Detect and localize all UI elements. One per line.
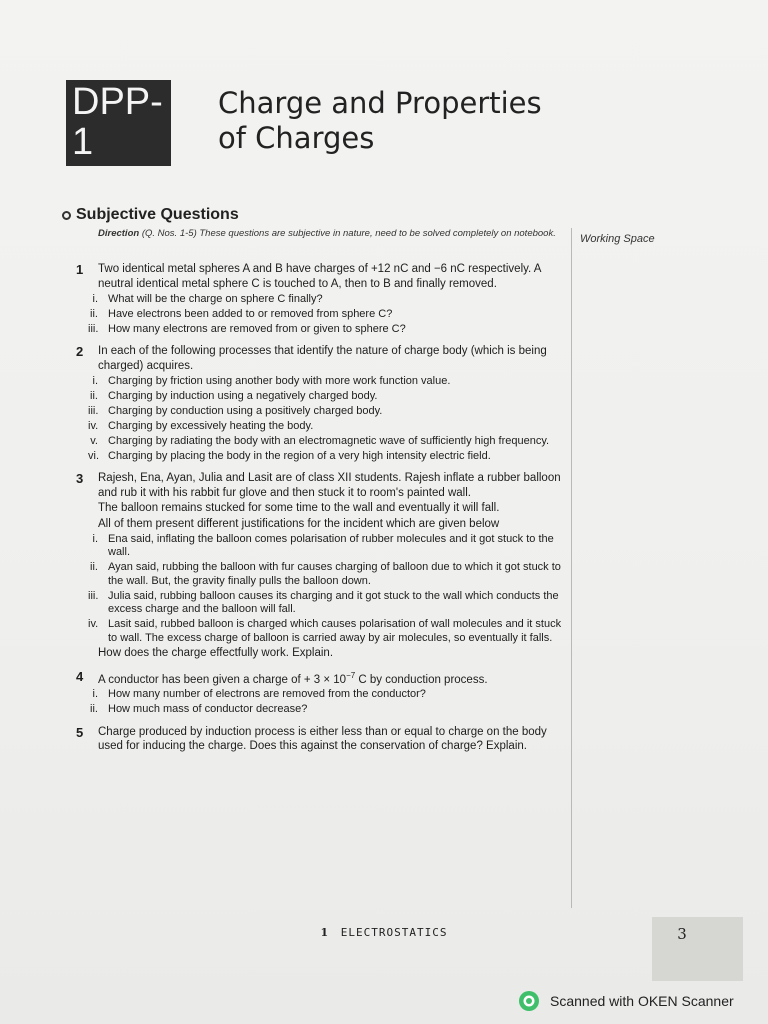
- sub-question-number: i.: [92, 374, 98, 387]
- question-closing: How does the charge effectfully work. Explain.: [98, 647, 334, 659]
- sub-question: [88, 449, 564, 464]
- question-4: [74, 669, 564, 717]
- dpp-badge: DPP-1: [66, 80, 171, 166]
- question-list: [74, 262, 564, 762]
- sub-question: [92, 532, 564, 560]
- chapter-name: ELECTROSTATICS: [340, 926, 448, 939]
- question-text: In each of the following processes that identify the nature of charge body (which is being charged) acquires.: [98, 345, 547, 372]
- sub-question: [92, 374, 564, 389]
- page-title: [218, 86, 618, 156]
- scanner-watermark-text: Scanned with OKEN Scanner: [550, 993, 734, 1009]
- working-space-label: Working Space: [580, 233, 655, 245]
- title-line-1: Charge and Properties: [218, 86, 542, 120]
- sub-question-number: iv.: [88, 419, 99, 432]
- sub-question-number: i.: [92, 688, 98, 701]
- sub-question: [88, 618, 564, 645]
- sub-question-number: i.: [92, 292, 98, 305]
- question-text: Two identical metal spheres A and B have charges of +12 nC and −6 nC respectively. A neutral identical metal sphere C is touched to A, then to B and finally removed.: [98, 263, 541, 290]
- sub-question-text: Ayan said, rubbing the balloon with fur causes charging of balloon due to which it got stuck to the wall. But, the gravity finally pulls the balloon down.: [108, 561, 561, 587]
- sub-question-number: ii.: [90, 389, 98, 402]
- sub-question: [92, 688, 564, 702]
- question-text-pre: A conductor has been given a charge of + 3 × 10: [98, 673, 347, 686]
- sub-question-number: i.: [92, 532, 98, 545]
- question-5: [74, 725, 564, 754]
- sub-question-text: How many number of electrons are removed from the conductor?: [108, 688, 426, 701]
- question-paragraph: The balloon remains stucked for some time to the wall and eventually it will fall.: [98, 502, 500, 514]
- sub-question: [90, 307, 564, 322]
- scanner-logo-icon: [518, 990, 540, 1012]
- question-text: [98, 669, 564, 687]
- section-heading: [62, 206, 239, 224]
- sub-question-text: How much mass of conductor decrease?: [108, 703, 308, 716]
- sub-question-number: ii.: [90, 703, 98, 716]
- sub-question-text: Charging by placing the body in the region of a very high intensity electric field.: [108, 449, 491, 462]
- sub-question-number: iii.: [88, 322, 99, 335]
- sub-question: [90, 703, 564, 717]
- section-heading-text: Subjective Questions: [76, 206, 239, 223]
- title-line-2: of Charges: [218, 121, 375, 155]
- sub-question-text: Have electrons been added to or removed from sphere C?: [108, 307, 393, 320]
- question-3: [74, 471, 564, 661]
- sub-question-number: v.: [90, 434, 98, 447]
- page-number: 3: [677, 925, 687, 943]
- sub-question-text: Julia said, rubbing balloon causes its charging and it got stuck to the wall which conducts the excess charge and the balloon will fall.: [108, 589, 559, 615]
- sub-question-number: iv.: [88, 618, 99, 630]
- sub-question-number: ii.: [90, 561, 98, 573]
- question-text: Charge produced by induction process is either less than or equal to charge on the body used for inducing the charge. Does this against the conservation of charge? Explain.: [98, 725, 547, 753]
- question-number: 3: [76, 471, 84, 486]
- sub-question-number: ii.: [90, 307, 98, 320]
- sub-question-number: iii.: [88, 589, 99, 602]
- sub-question-text: Charging by induction using a negatively charged body.: [108, 389, 378, 402]
- sub-question: [88, 404, 564, 419]
- direction-text: (Q. Nos. 1-5) These questions are subjective in nature, need to be solved completely on notebook.: [141, 228, 556, 239]
- sub-question-text: How many electrons are removed from or given to sphere C?: [108, 322, 406, 335]
- question-1: [74, 262, 564, 336]
- sub-question: [90, 389, 564, 404]
- direction-label: Direction: [98, 228, 140, 239]
- scanner-watermark: [518, 990, 734, 1012]
- sub-question: [90, 561, 564, 588]
- sub-question: [90, 434, 564, 449]
- question-paragraph: All of them present different justifications for the incident which are given below: [98, 517, 500, 530]
- sub-question: [88, 322, 564, 337]
- sub-question-text: Lasit said, rubbed balloon is charged which causes polarisation of wall molecules and it stuck to wall. The excess charge of balloon is carried away by air molecules, so eventually it falls.: [108, 618, 562, 644]
- sub-question-text: Charging by excessively heating the body.: [108, 419, 314, 432]
- question-number: 1: [76, 262, 84, 277]
- sub-question-text: Ena said, inflating the balloon comes polarisation of rubber molecules and it got stuck to the wall.: [108, 532, 554, 558]
- sub-question: [88, 419, 564, 434]
- question-number: 5: [76, 724, 84, 740]
- sub-question-text: Charging by radiating the body with an electromagnetic wave of sufficiently high frequency.: [108, 434, 550, 447]
- sub-question: [92, 292, 564, 307]
- sub-question-number: vi.: [88, 449, 99, 462]
- sub-question-text: What will be the charge on sphere C finally?: [108, 292, 323, 305]
- chapter-number: 1: [320, 926, 330, 939]
- sub-question: [88, 589, 564, 617]
- page-number-box: [652, 917, 743, 981]
- question-text: Rajesh, Ena, Ayan, Julia and Lasit are of class XII students. Rajesh inflate a rubber balloon and rub it with his rabbit fur glove and then stuck it to room's painted wall.: [98, 472, 561, 499]
- sub-question-number: iii.: [88, 404, 99, 417]
- working-space-divider: [571, 228, 572, 908]
- sub-question-text: Charging by friction using another body with more work function value.: [108, 374, 451, 387]
- direction-note: [98, 228, 558, 240]
- question-number: 4: [76, 668, 84, 684]
- bullet-icon: [62, 211, 71, 220]
- sub-question-text: Charging by conduction using a positively charged body.: [108, 404, 383, 417]
- question-number: 2: [76, 344, 84, 359]
- exponent: −7: [346, 670, 356, 680]
- question-2: [74, 344, 564, 463]
- question-text-post: C by conduction process.: [355, 673, 488, 686]
